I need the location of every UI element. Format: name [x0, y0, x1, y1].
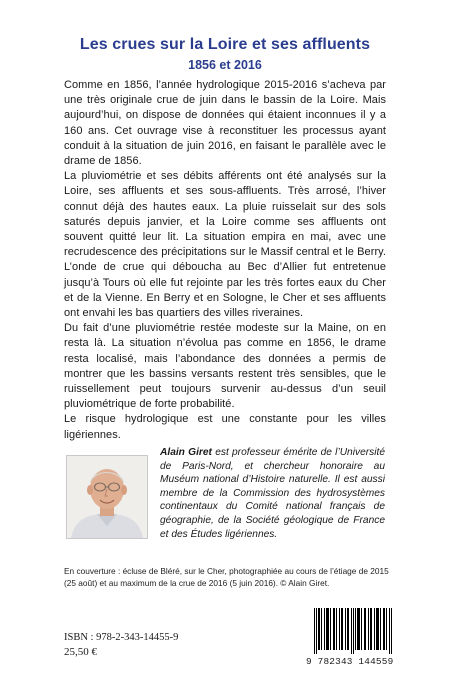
summary-paragraph: Du fait d’une pluviométrie restée modeste sur la Maine, on en resta là. La situation n’évolua pas comme en 1856, le drame resta localisé, mais l’abondance des données a permis de montrer que les bassins versants restent très sensibles, que le ruissellement peut toujours survenir au-dessus d’un seuil pluviométrique de forte probabilité.: [64, 322, 386, 411]
cover-photo-credit: En couverture : écluse de Bléré, sur le Cher, photographiée au cours de l’étiage de 2015 (25 août) et au maximum de la crue de 2016 (5 juin 2016). © Alain Giret.: [64, 566, 389, 588]
book-subtitle: 1856 et 2016: [188, 58, 262, 72]
summary-paragraph: Comme en 1856, l’année hydrologique 2015-2016 s’acheva par une très originale crue de juin dans le bassin de la Loire. Mais aujourd’hui, on dispose de données qui étaient inconnues il y a 160 ans. Cet ouvrage vise à reconstituer les processus ayant conduit à la situation de juin 2016, en faisant le parallèle avec le drame de 1856.: [64, 79, 386, 168]
back-cover-summary: [64, 78, 386, 443]
author-biography: [160, 446, 385, 541]
price-text: 25,50 €: [64, 646, 97, 658]
isbn-text: ISBN : 978-2-343-14455-9: [64, 632, 179, 643]
author-portrait-image: [67, 456, 147, 538]
book-title: Les crues sur la Loire et ses affluents: [79, 36, 371, 53]
author-photo: [66, 455, 148, 539]
barcode-bars: [314, 608, 394, 654]
author-bio-text: est professeur émérite de l’Université de Paris-Nord, et chercheur honoraire au Muséum national d’Histoire naturelle. Il est aussi membre de la Commission des hydrosystèmes continentaux du Comité national français de géographie, de la Société géologique de France et des Études ligériennes.: [160, 447, 385, 540]
isbn-barcode: [306, 608, 398, 670]
author-name: Alain Giret: [160, 447, 212, 458]
summary-paragraph: La pluviométrie et ses débits afférents ont été analysés sur la Loire, ses affluents et ses sous-affluents. Très arrosé, l’hiver connut déjà des hautes eaux. La pluie ruisselait sur des sols saturés depuis janvier, et la Loire comme ses affluents ont souvent quitté leur lit. La situation empira en mai, avec une recrudescence des précipitations sur le Massif central et le Berry. L’onde de crue qui déboucha au Bec d’Allier fut entretenue jusqu’à Tours où elle fut rejointe par les très fortes eaux du Cher et de la Vienne. En Berry et en Sologne, le Cher et ses affluents ont envahi les bas quartiers des villes riveraines.: [64, 170, 386, 320]
summary-paragraph: Le risque hydrologique est une constante pour les villes ligériennes.: [64, 413, 386, 441]
barcode-digits: 9 782343 144559: [306, 656, 394, 667]
